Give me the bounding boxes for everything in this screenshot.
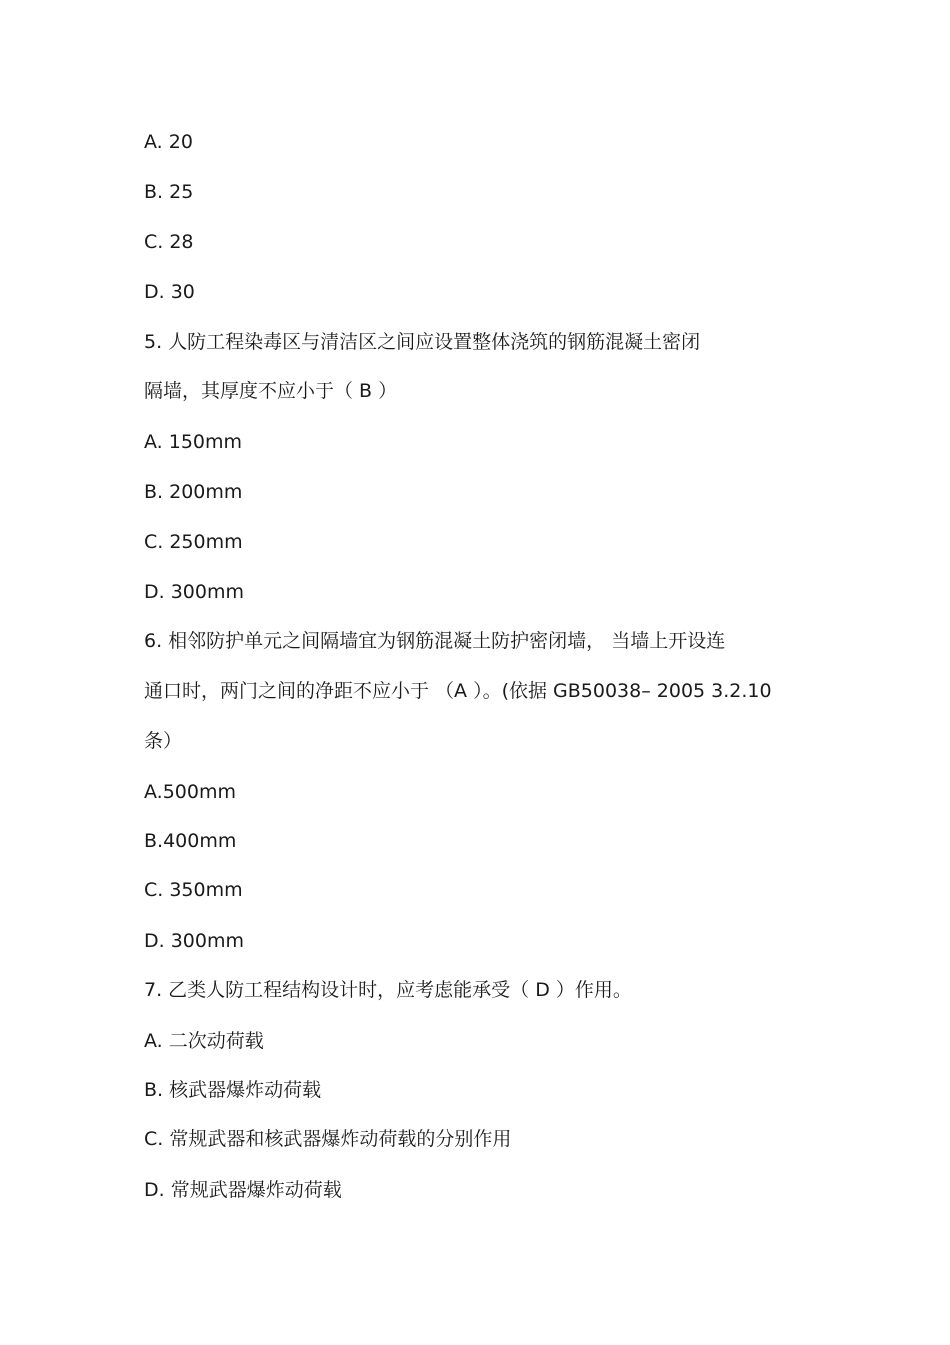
q5-stem-line-2: 隔墙，其厚度不应小于（ B ） — [144, 380, 398, 402]
q7-stem-line-1: 7. 乙类人防工程结构设计时，应考虑能承受（ D ）作用。 — [144, 979, 632, 1001]
q6-option-c: C. 350mm — [144, 879, 243, 901]
q4-option-c: C. 28 — [144, 231, 194, 253]
q6-option-d: D. 300mm — [144, 930, 244, 952]
q5-option-d: D. 300mm — [144, 581, 244, 603]
q4-option-a: A. 20 — [144, 131, 193, 153]
q6-option-b: B.400mm — [144, 830, 237, 852]
q6-option-a: A.500mm — [144, 781, 236, 803]
q7-option-a: A. 二次动荷载 — [144, 1030, 264, 1052]
q7-option-b: B. 核武器爆炸动荷载 — [144, 1079, 322, 1101]
q6-stem-line-3: 条） — [144, 730, 183, 752]
q7-option-d: D. 常规武器爆炸动荷载 — [144, 1179, 342, 1201]
q4-option-b: B. 25 — [144, 181, 194, 203]
q7-option-c: C. 常规武器和核武器爆炸动荷载的分别作用 — [144, 1128, 512, 1150]
q6-stem-line-1: 6. 相邻防护单元之间隔墙宜为钢筋混凝土防护密闭墙， 当墙上开设连 — [144, 630, 726, 652]
q5-option-b: B. 200mm — [144, 481, 243, 503]
q5-option-c: C. 250mm — [144, 531, 243, 553]
q5-stem-line-1: 5. 人防工程染毒区与清洁区之间应设置整体浇筑的钢筋混凝土密闭 — [144, 331, 701, 353]
q5-option-a: A. 150mm — [144, 431, 243, 453]
q4-option-d: D. 30 — [144, 281, 195, 303]
q6-stem-line-2: 通口时，两门之间的净距不应小于 （A ）。(依据 GB50038– 2005 3.2.10 — [144, 680, 772, 702]
